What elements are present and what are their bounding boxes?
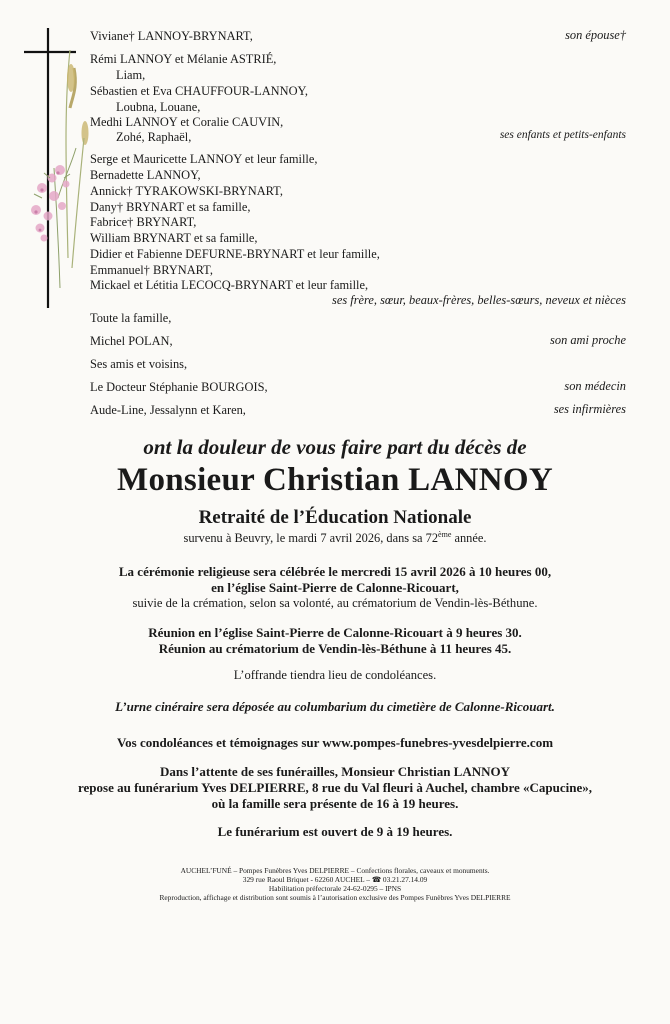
sibling-line: Didier et Fabienne DEFURNE-BRYNART et leur famille, bbox=[90, 247, 380, 261]
sibling-line: Annick† TYRAKOWSKI-BRYNART, bbox=[90, 184, 283, 198]
grandchild-line: Zohé, Raphaël, bbox=[116, 130, 192, 144]
grandchild-line: Loubna, Louane, bbox=[116, 100, 201, 114]
child-line: Medhi LANNOY et Coralie CAUVIN, bbox=[90, 115, 284, 129]
footer-habilitation: Habilitation préfectorale 24-62-0295 – IPNS bbox=[268, 884, 402, 893]
rest-line-3: où la famille sera présente de 16 à 19 heures. bbox=[211, 796, 459, 811]
deceased-name: Monsieur Christian LANNOY bbox=[117, 462, 553, 498]
wife-relation: son épouse† bbox=[565, 28, 626, 42]
friend-relation: son ami proche bbox=[550, 333, 626, 347]
child-line: Rémi LANNOY et Mélanie ASTRIÉ, bbox=[90, 52, 277, 66]
ceremony-line-3: suivie de la crémation, selon sa volonté, au crématorium de Vendin-lès-Béthune. bbox=[132, 596, 538, 610]
sibling-line: Serge et Mauricette LANNOY et leur famille, bbox=[90, 152, 318, 166]
nurses-relation: ses infirmières bbox=[553, 402, 626, 416]
death-details: survenu à Beuvry, le mardi 7 avril 2026, dans sa 72ème année. bbox=[183, 530, 487, 546]
deceased-title: Retraité de l’Éducation Nationale bbox=[198, 507, 472, 528]
doctor-name: Le Docteur Stéphanie BOURGOIS, bbox=[90, 380, 268, 394]
ceremony-line-2: en l’église Saint-Pierre de Calonne-Ricouart, bbox=[211, 580, 459, 595]
grandchild-line: Liam, bbox=[116, 68, 146, 82]
meeting-church: Réunion en l’église Saint-Pierre de Calonne-Ricouart à 9 heures 30. bbox=[148, 625, 522, 640]
urn-note: L’urne cinéraire sera déposée au columbarium du cimetière de Calonne-Ricouart. bbox=[115, 699, 555, 714]
sibling-line: Mickael et Létitia LECOCQ-BRYNART et leur famille, bbox=[90, 278, 369, 292]
announcement-intro: ont la douleur de vous faire part du décès de bbox=[143, 435, 527, 459]
condolences-website: Vos condoléances et témoignages sur www.pompes-funebres-yvesdelpierre.com bbox=[116, 735, 554, 750]
sibling-line: William BRYNART et sa famille, bbox=[90, 231, 258, 245]
siblings-relation: ses frère, sœur, beaux-frères, belles-sœurs, neveux et nièces bbox=[332, 293, 626, 307]
funerarium-hours: Le funérarium est ouvert de 9 à 19 heures. bbox=[217, 824, 453, 839]
cross-flowers-icon bbox=[14, 28, 94, 308]
wife-name: Viviane† LANNOY-BRYNART, bbox=[90, 29, 253, 43]
rest-line-1: Dans l’attente de ses funérailles, Monsieur Christian LANNOY bbox=[159, 764, 511, 779]
whole-family: Toute la famille, bbox=[90, 311, 172, 325]
ceremony-line-1: La cérémonie religieuse sera célébrée le mercredi 15 avril 2026 à 10 heures 00, bbox=[118, 564, 552, 579]
offering-note: L’offrande tiendra lieu de condoléances. bbox=[233, 668, 437, 682]
nurses-names: Aude-Line, Jessalynn et Karen, bbox=[90, 403, 246, 417]
rest-line-2: repose au funérarium Yves DELPIERRE, 8 rue du Val fleuri à Auchel, chambre «Capucine», bbox=[77, 780, 592, 795]
phone-icon: ☎ bbox=[371, 875, 382, 884]
children-relation: ses enfants et petits-enfants bbox=[499, 129, 626, 141]
doctor-relation: son médecin bbox=[564, 379, 626, 393]
sibling-line: Dany† BRYNART et sa famille, bbox=[90, 200, 251, 214]
child-line: Sébastien et Eva CHAUFFOUR-LANNOY, bbox=[90, 84, 308, 98]
sibling-line: Bernadette LANNOY, bbox=[90, 168, 201, 182]
footer-address: 329 rue Raoul Briquet - 62260 AUCHEL – ☎ 03.21.27.14.09 bbox=[242, 875, 428, 884]
sibling-line: Emmanuel† BRYNART, bbox=[90, 263, 213, 277]
meeting-crematorium: Réunion au crématorium de Vendin-lès-Béthune à 11 heures 45. bbox=[158, 641, 512, 656]
footer-company: AUCHEL’FUNÉ – Pompes Funèbres Yves DELPIERRE – Confections florales, caveaux et monuments. bbox=[180, 866, 490, 875]
friend-name: Michel POLAN, bbox=[90, 334, 173, 348]
sibling-line: Fabrice† BRYNART, bbox=[90, 215, 197, 229]
footer-rights: Reproduction, affichage et distribution sont soumis à l’autorisation exclusive des Pompes Funèbres Yves DELPIERRE bbox=[159, 893, 511, 902]
friends-neighbours: Ses amis et voisins, bbox=[90, 357, 188, 371]
